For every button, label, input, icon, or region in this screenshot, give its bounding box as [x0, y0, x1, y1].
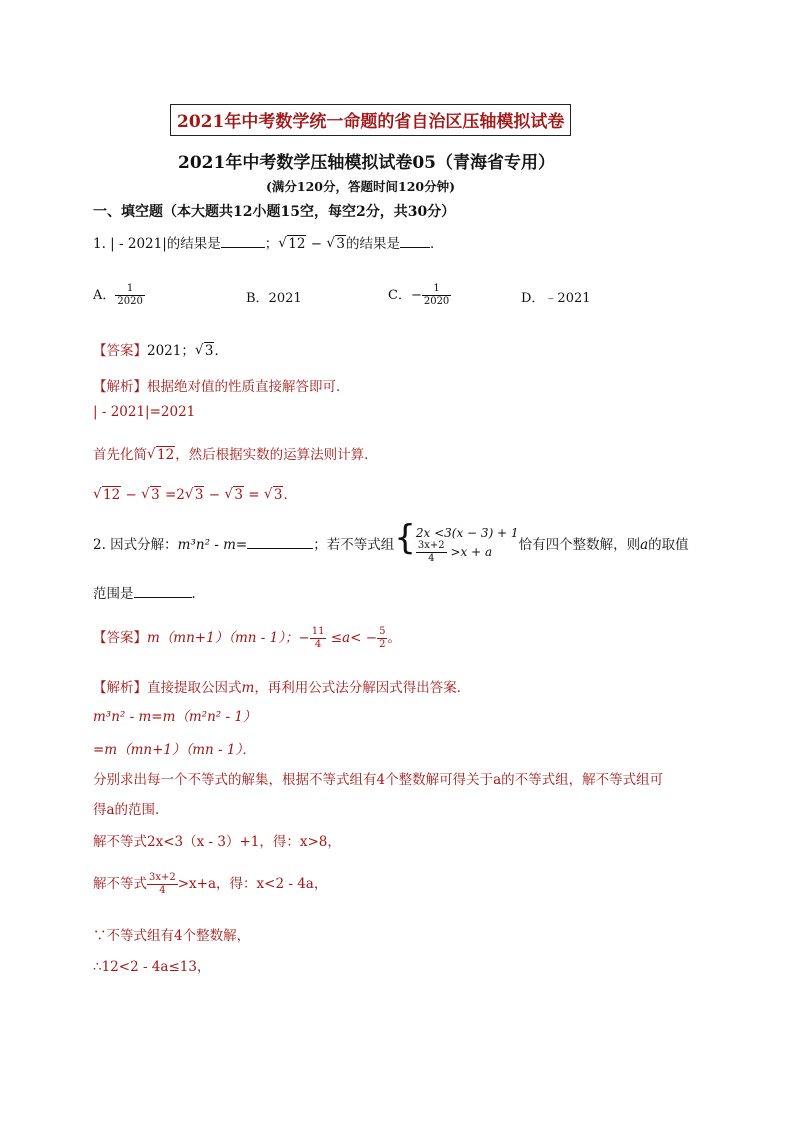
q1-stem-d: ．	[429, 236, 444, 252]
q1-blank-1[interactable]	[221, 233, 265, 248]
q2-line-5: 解不等式2x<3（x - 3）+1，得：x>8，	[93, 834, 341, 850]
q2-line-6: 解不等式 $\frac{3x+2}{4}$ >x+a，得：x<2 - 4a，	[93, 872, 328, 896]
q1-stem-a: 1. | - 2021|的结果是	[93, 236, 221, 252]
q1-option-c[interactable]: C．− $\frac{1}{2020}$	[388, 283, 450, 307]
q1-minus: −	[306, 236, 327, 252]
q1-answer: 【答案】2021；√ 3．	[93, 339, 228, 359]
question-1-stem	[93, 232, 443, 252]
page-subtitle: (满分120分，答题时间120分钟)	[266, 179, 456, 194]
q1-step-1: | - 2021|=2021	[93, 404, 196, 420]
q1-stem-b: ；	[264, 236, 279, 252]
question-2-stem-cont: 范围是 ．	[93, 582, 205, 602]
page-title: 2021年中考数学压轴模拟试卷05（青海省专用）	[178, 153, 555, 173]
inequality-system: 2x <3(x − 3) + 1 $\frac{3x+2}{4}$ >x + a	[415, 526, 519, 564]
q1-option-c-fraction: $\frac{1}{2020}$	[423, 283, 450, 307]
q2-line-2: =m（mn+1）（mn - 1）．	[93, 742, 256, 758]
question-2-stem: 2. 因式分解：m³n² - m= ；若不等式组{ 2x <3(x − 3) + 1 $\frac{3x+2}{4}$ >x + a 恰有四个整数解，则a的取值	[93, 518, 689, 564]
q1-option-b[interactable]: B．2021	[246, 291, 302, 306]
q2-blank-2[interactable]	[134, 583, 192, 598]
q2-line-4: 得a的范围．	[93, 802, 169, 818]
section-heading: 一、填空题（本大题共12小题15空，每空2分，共30分）	[93, 204, 456, 220]
q1-stem-c: 的结果是	[345, 236, 400, 252]
q1-option-d[interactable]: D．﹣2021	[521, 291, 591, 306]
q1-step-2: 首先化简√ 12，然后根据实数的运算法则计算．	[93, 443, 378, 463]
q1-step-3: √ 12 − √ 3 =2√ 3 − √ 3 = √ 3．	[93, 483, 297, 503]
q2-line-1: m³n² - m=m（m²n² - 1）	[93, 709, 257, 725]
q1-option-a-fraction: $\frac{1}{2020}$	[117, 283, 143, 307]
q2-line-8: ∴12<2 - 4a≤13，	[93, 959, 211, 975]
banner-title: 2021年中考数学统一命题的省自治区压轴模拟试卷	[170, 104, 571, 136]
q1-sqrt-3: √ 3	[326, 236, 346, 252]
q1-sqrt-12: √ 12	[278, 236, 306, 252]
q1-blank-2[interactable]	[400, 233, 430, 248]
q2-line-3: 分别求出每一个不等式的解集，根据不等式组有4个整数解可得关于a的不等式组，解不等式组可	[93, 772, 664, 788]
q2-line-7: ∵不等式组有4个整数解，	[93, 928, 251, 944]
q2-blank-1[interactable]	[247, 534, 313, 549]
q1-analysis: 【解析】根据绝对值的性质直接解答即可．	[93, 379, 350, 395]
q2-analysis: 【解析】直接提取公因式m，再利用公式法分解因式得出答案．	[93, 680, 471, 696]
q2-answer: 【答案】m（mn+1）（mn - 1）；− $\frac{11}{4}$ ≤a< − $\frac{5}{2}$ 。	[93, 626, 401, 650]
q1-option-a[interactable]: A． $\frac{1}{2020}$	[93, 283, 143, 307]
